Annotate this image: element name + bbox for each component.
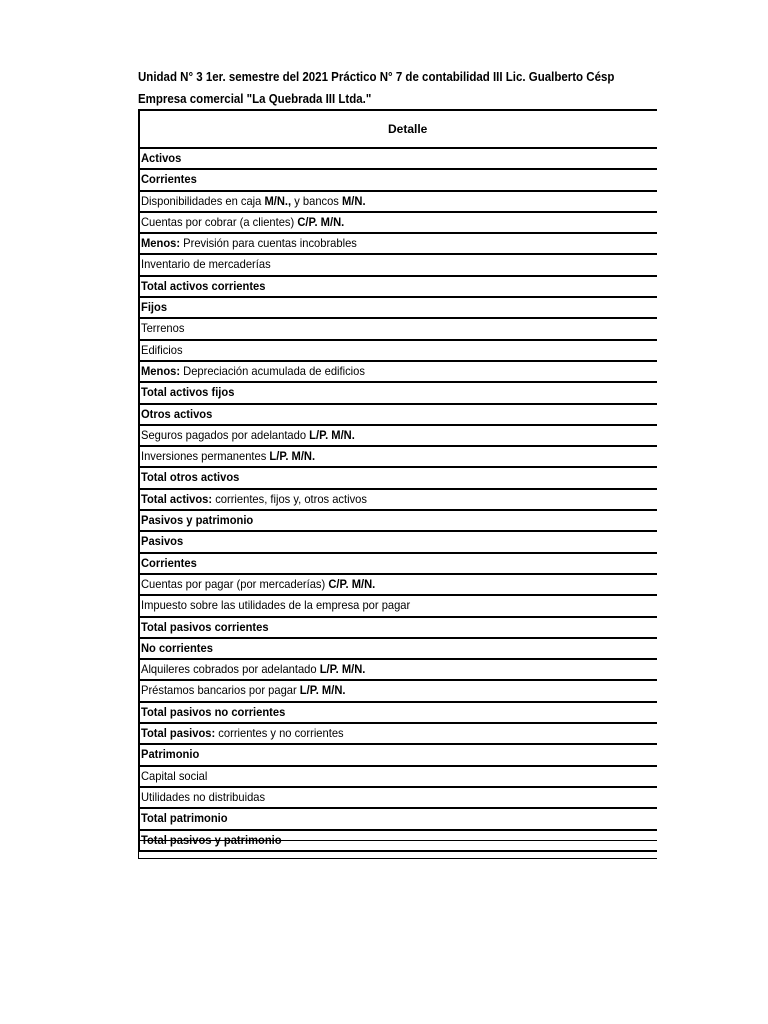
row-label-bold-part: L/P. M/N. [299, 683, 346, 698]
row-label [141, 724, 344, 743]
table-row [140, 319, 657, 340]
row-label: Edificios [141, 342, 183, 357]
row-label [141, 575, 375, 594]
row-label: Total otros activos [141, 470, 240, 485]
table-row [140, 596, 657, 617]
row-label-bold-part: L/P. M/N. [269, 449, 316, 464]
row-label: Terrenos [141, 321, 185, 336]
table-row [140, 234, 657, 255]
row-label-bold-part: C/P. M/N. [328, 576, 376, 591]
row-label: Total patrimonio [141, 811, 228, 826]
row-label: Total activos fijos [141, 385, 235, 400]
table-row [140, 767, 657, 788]
row-label-bold-part: Menos: [141, 363, 181, 378]
row-label-part: Depreciación acumulada de edificios [180, 363, 365, 378]
table-row [140, 703, 657, 724]
row-label: Corrientes [141, 555, 197, 570]
table-row [140, 809, 657, 830]
balance-sheet-table [138, 109, 657, 852]
table-row [140, 511, 657, 532]
table-row [140, 170, 657, 191]
table-row [140, 660, 657, 681]
row-label: Total activos corrientes [141, 278, 266, 293]
row-label [141, 447, 315, 466]
row-label: Activos [141, 151, 182, 165]
row-label-bold-part: Total pasivos: [141, 726, 216, 741]
row-label: Pasivos [141, 534, 184, 549]
row-label-part: Inversiones permanentes [141, 449, 270, 464]
table-row [140, 468, 657, 489]
row-label-part: Seguros pagados por adelantado [141, 427, 310, 442]
column-header-detalle [140, 111, 657, 149]
row-label-part: Cuentas por cobrar (a clientes) [141, 214, 298, 229]
table-row [140, 298, 657, 319]
table-row [140, 490, 657, 511]
table-row [140, 362, 657, 383]
row-label-bold-part: L/P. M/N. [309, 427, 355, 442]
row-label-part: y bancos [291, 193, 342, 208]
row-label-bold-part: M/N., [264, 193, 292, 208]
table-row [140, 724, 657, 745]
row-label [141, 234, 357, 253]
row-label: Inventario de mercaderías [141, 257, 271, 272]
row-label [141, 192, 366, 211]
table-row [140, 149, 657, 170]
row-label [141, 362, 365, 381]
row-label: Utilidades no distribuidas [141, 789, 266, 804]
row-label-part: corrientes y no corrientes [215, 726, 344, 741]
column-header-label: Detalle [388, 122, 428, 136]
row-label-part: Cuentas por pagar (por mercaderías) [141, 576, 329, 591]
row-label-part: Disponibilidades en caja [141, 193, 265, 208]
row-label: Patrimonio [141, 747, 200, 762]
table-row [140, 447, 657, 468]
table-row [140, 277, 657, 298]
row-label [141, 660, 365, 679]
empty-cell [138, 840, 657, 859]
company-name: Empresa comercial "La Quebrada III Ltda." [138, 92, 372, 106]
row-label-part: Previsión para cuentas incobrables [180, 236, 357, 251]
table-body [140, 149, 657, 852]
row-label [141, 426, 355, 445]
table-row [140, 405, 657, 426]
row-label: Capital social [141, 768, 208, 783]
row-label: Total pasivos y patrimonio [141, 832, 282, 847]
table-row [140, 255, 657, 276]
row-label: Total pasivos corrientes [141, 619, 269, 634]
row-label-part: Alquileres cobrados por adelantado [141, 662, 320, 677]
row-label: Impuesto sobre las utilidades de la empresa por pagar [141, 598, 411, 613]
row-label [141, 681, 345, 700]
row-label-bold-part: Menos: [141, 236, 181, 251]
table-row [140, 532, 657, 553]
table-row [140, 788, 657, 809]
row-label [141, 213, 344, 232]
table-row [140, 426, 657, 447]
table-row [140, 192, 657, 213]
row-label: Otros activos [141, 406, 213, 421]
row-label-bold-part: L/P. M/N. [319, 662, 366, 677]
row-label-bold-part: Total activos: [141, 491, 213, 506]
row-label: Pasivos y patrimonio [141, 513, 254, 528]
table-row [140, 383, 657, 404]
table-row [140, 554, 657, 575]
table-row [140, 618, 657, 639]
table-row [140, 341, 657, 362]
row-label-part: corrientes, fijos y, otros activos [212, 491, 367, 506]
row-label-bold-part: C/P. M/N. [297, 214, 345, 229]
table-row [140, 575, 657, 596]
table-row [140, 681, 657, 702]
table-row [140, 639, 657, 660]
row-label: No corrientes [141, 640, 213, 655]
row-label-part: Préstamos bancarios por pagar [141, 683, 300, 698]
table-row [140, 745, 657, 766]
row-label: Fijos [141, 300, 168, 315]
row-label-bold-part: M/N. [341, 193, 366, 208]
row-label: Corrientes [141, 172, 197, 187]
document-title: Unidad N° 3 1er. semestre del 2021 Práctico N° 7 de contabilidad III Lic. Gualberto Césp [138, 70, 615, 84]
row-label: Total pasivos no corrientes [141, 704, 286, 719]
row-label [141, 490, 367, 509]
table-row [140, 213, 657, 234]
